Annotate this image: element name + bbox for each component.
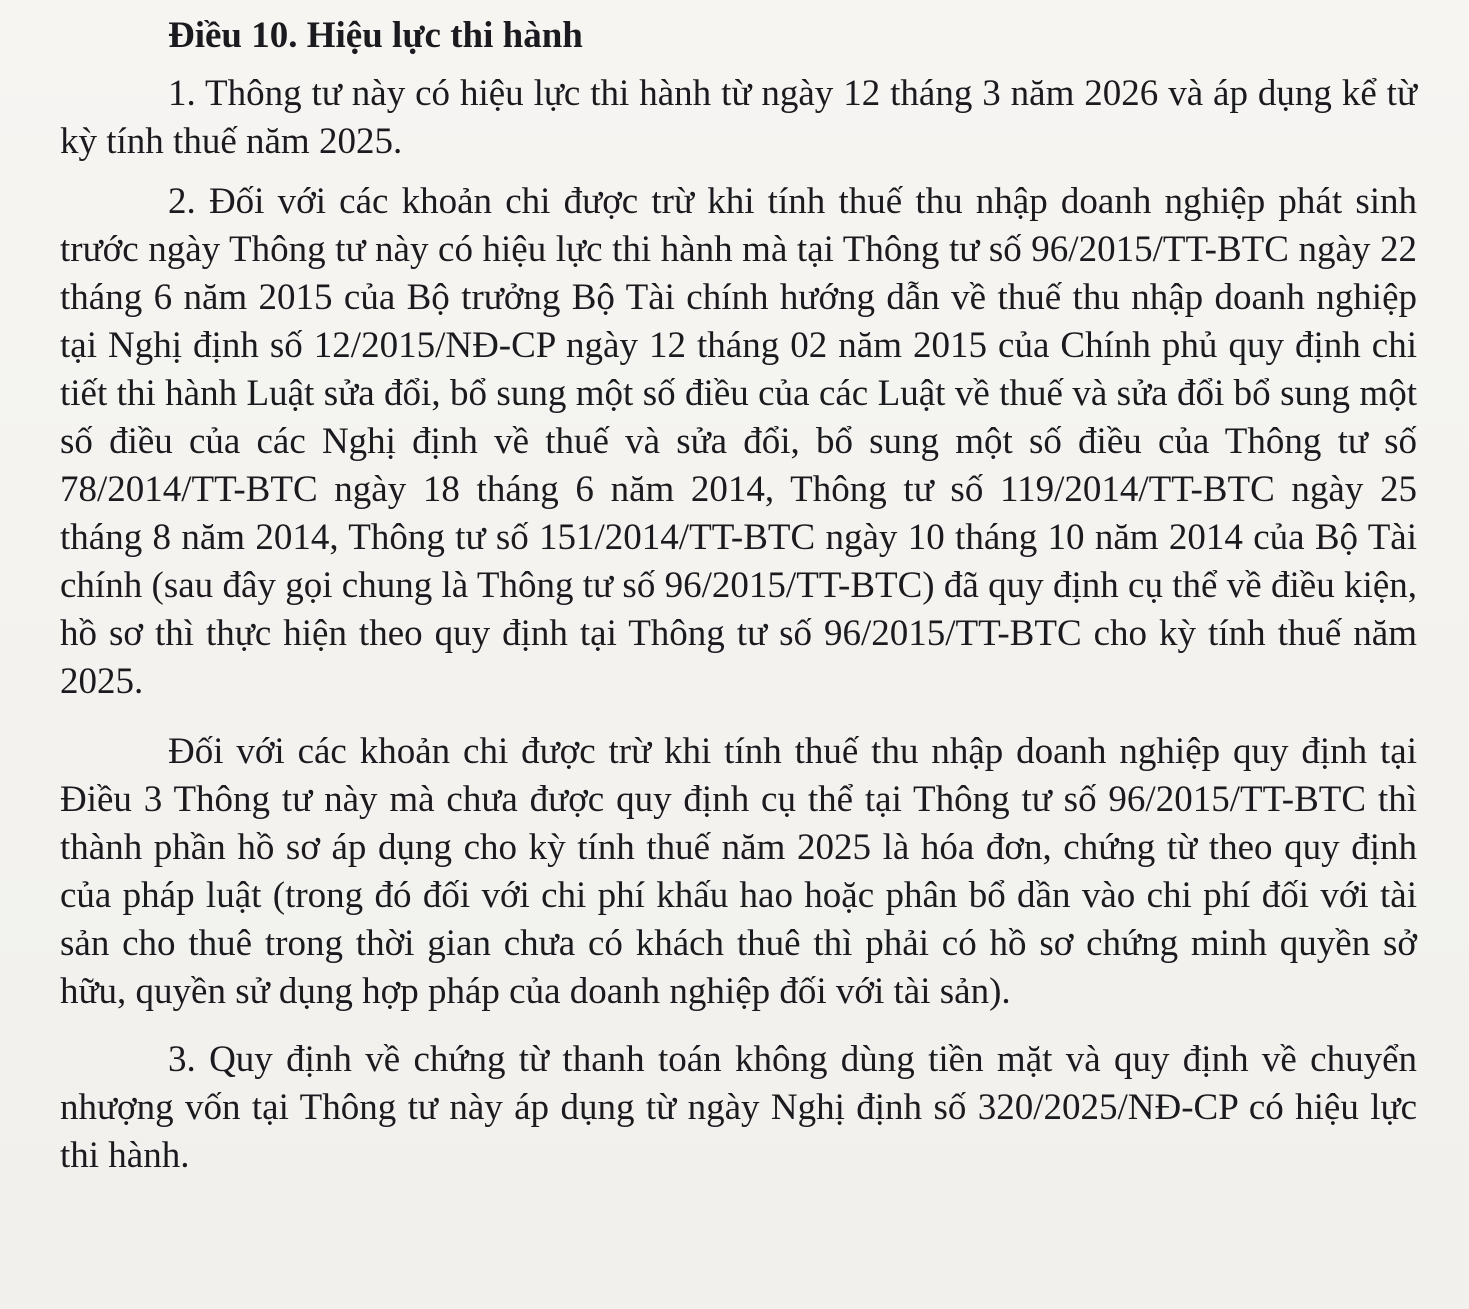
clause-2-continuation: Đối với các khoản chi được trừ khi tính thuế thu nhập doanh nghiệp quy định tại Điều 3 Thông tư này mà chưa được quy định cụ thể tại Thông tư số 96/2015/TT-BTC thì thành phần hồ sơ áp dụng cho kỳ tính thuế năm 2025 là hóa đơn, chứng từ theo quy định của pháp luật (trong đó đối với chi phí khấu hao hoặc phân bổ dần vào chi phí đối với tài sản cho thuê trong thời gian chưa có khách thuê thì phải có hồ sơ chứng minh quyền sở hữu, quyền sử dụng hợp pháp của doanh nghiệp đối với tài sản). (60, 731, 1417, 1012)
article-heading: Điều 10. Hiệu lực thi hành (168, 15, 583, 56)
clause-3: 3. Quy định về chứng từ thanh toán không dùng tiền mặt và quy định về chuyển nhượng vốn tại Thông tư này áp dụng từ ngày Nghị định số 320/2025/NĐ-CP có hiệu lực thi hành. (60, 1039, 1417, 1176)
clause-2: 2. Đối với các khoản chi được trừ khi tính thuế thu nhập doanh nghiệp phát sinh trước ngày Thông tư này có hiệu lực thi hành mà tại Thông tư số 96/2015/TT-BTC ngày 22 tháng 6 năm 2015 của Bộ trưởng Bộ Tài chính hướng dẫn về thuế thu nhập doanh nghiệp tại Nghị định số 12/2015/NĐ-CP ngày 12 tháng 02 năm 2015 của Chính phủ quy định chi tiết thi hành Luật sửa đổi, bổ sung một số điều của các Luật về thuế và sửa đổi bổ sung một số điều của các Nghị định về thuế và sửa đổi, bổ sung một số điều của Thông tư số 78/2014/TT-BTC ngày 18 tháng 6 năm 2014, Thông tư số 119/2014/TT-BTC ngày 25 tháng 8 năm 2014, Thông tư số 151/2014/TT-BTC ngày 10 tháng 10 năm 2014 của Bộ Tài chính (sau đây gọi chung là Thông tư số 96/2015/TT-BTC) đã quy định cụ thể về điều kiện, hồ sơ thì thực hiện theo quy định tại Thông tư số 96/2015/TT-BTC cho kỳ tính thuế năm 2025. (60, 181, 1417, 702)
clause-1: 1. Thông tư này có hiệu lực thi hành từ ngày 12 tháng 3 năm 2026 và áp dụng kể từ kỳ tính thuế năm 2025. (60, 73, 1417, 162)
